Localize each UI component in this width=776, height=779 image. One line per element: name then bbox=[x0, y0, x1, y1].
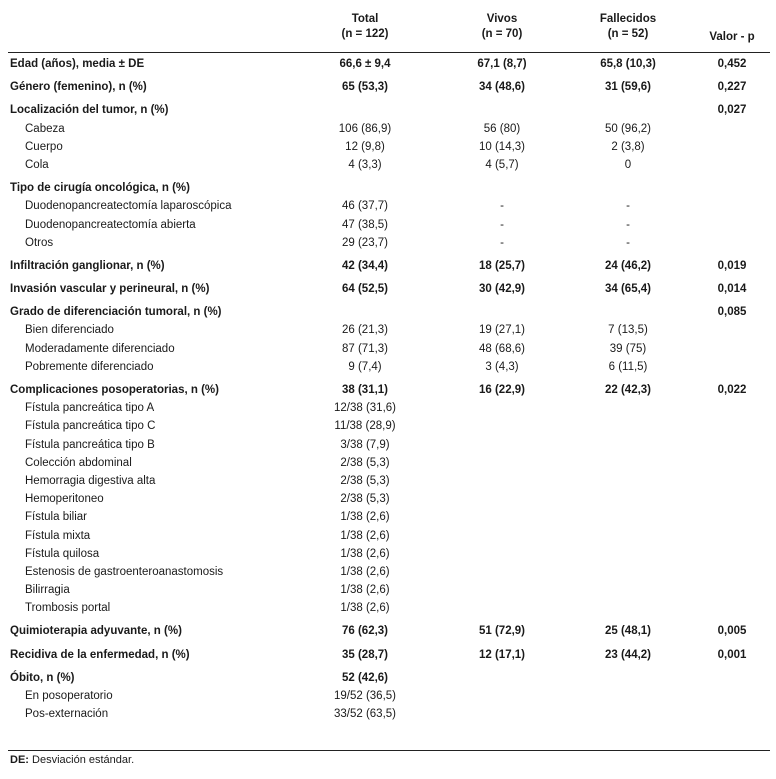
cell-total: 64 (52,5) bbox=[341, 283, 389, 296]
cell-total: 26 (21,3) bbox=[341, 324, 389, 337]
cell-vivos: 67,1 (8,7) bbox=[477, 58, 527, 70]
cell-vivos: 30 (42,9) bbox=[478, 283, 526, 296]
table-row bbox=[0, 321, 776, 339]
cell-pvalue: 0,227 bbox=[717, 81, 747, 94]
cell-total: 1/38 (2,6) bbox=[340, 529, 390, 542]
cell-vivos: - bbox=[500, 218, 504, 231]
row-label: Duodenopancreatectomía abierta bbox=[25, 218, 196, 231]
cell-pvalue: 0,022 bbox=[717, 384, 747, 396]
cell-fallecidos: 31 (59,6) bbox=[604, 81, 652, 94]
cell-total: 2/38 (5,3) bbox=[340, 474, 390, 487]
cell-vivos: 16 (22,9) bbox=[478, 384, 526, 396]
row-label: Cola bbox=[25, 158, 49, 171]
table-row bbox=[0, 417, 776, 435]
table-row bbox=[0, 399, 776, 417]
row-label: Fístula quilosa bbox=[25, 547, 100, 560]
header-pvalue: Valor - p bbox=[709, 31, 755, 43]
cell-fallecidos: 25 (48,1) bbox=[604, 625, 652, 638]
table-section-row bbox=[0, 101, 776, 119]
row-label: Fístula mixta bbox=[25, 529, 91, 542]
cell-vivos: - bbox=[500, 236, 504, 249]
table-footnote bbox=[10, 754, 134, 766]
cell-total: 9 (7,4) bbox=[348, 360, 382, 373]
cell-total: 1/38 (2,6) bbox=[340, 584, 390, 597]
cell-total: 76 (62,3) bbox=[341, 625, 389, 638]
table-row bbox=[0, 156, 776, 174]
cell-total: 1/38 (2,6) bbox=[340, 547, 390, 560]
header-total-n: (n = 122) bbox=[341, 28, 389, 40]
cell-total: 3/38 (7,9) bbox=[340, 438, 390, 451]
row-label: Fístula pancreática tipo B bbox=[25, 438, 155, 451]
table-row bbox=[0, 436, 776, 454]
bottom-rule bbox=[8, 750, 770, 751]
row-label: Complicaciones posoperatorias, n (%) bbox=[10, 384, 219, 396]
table-row bbox=[0, 545, 776, 563]
table-section-row bbox=[0, 280, 776, 298]
cell-total: 42 (34,4) bbox=[341, 259, 389, 272]
cell-vivos: 34 (48,6) bbox=[478, 81, 526, 94]
row-label: Óbito, n (%) bbox=[10, 671, 75, 684]
cell-total: 35 (28,7) bbox=[341, 648, 389, 661]
cell-total: 11/38 (28,9) bbox=[334, 420, 396, 433]
table-row bbox=[0, 599, 776, 617]
cell-total: 52 (42,6) bbox=[341, 671, 389, 684]
header-total-label: Total bbox=[351, 13, 379, 25]
cell-total: 66,6 ± 9,4 bbox=[339, 58, 391, 70]
cell-total: 29 (23,7) bbox=[341, 236, 389, 249]
row-label: Trombosis portal bbox=[25, 602, 111, 615]
cell-fallecidos: 24 (46,2) bbox=[604, 259, 652, 272]
row-label: Quimioterapia adyuvante, n (%) bbox=[10, 625, 182, 638]
table-row bbox=[0, 138, 776, 156]
table-section-row bbox=[0, 179, 776, 197]
header-total bbox=[310, 12, 420, 42]
cell-total: 4 (3,3) bbox=[348, 158, 382, 171]
cell-total: 106 (86,9) bbox=[338, 122, 392, 135]
cell-fallecidos: 0 bbox=[624, 158, 632, 171]
row-label: Localización del tumor, n (%) bbox=[10, 104, 169, 117]
cell-total: 65 (53,3) bbox=[341, 81, 389, 94]
cell-fallecidos: 50 (96,2) bbox=[604, 122, 652, 135]
table-section-row bbox=[0, 55, 776, 73]
cell-fallecidos: 6 (11,5) bbox=[608, 360, 648, 373]
table-row bbox=[0, 527, 776, 545]
table-row bbox=[0, 120, 776, 138]
table-row bbox=[0, 234, 776, 252]
header-fallecidos-label: Fallecidos bbox=[599, 13, 657, 25]
cell-total: 46 (37,7) bbox=[341, 200, 389, 213]
header-vivos-n: (n = 70) bbox=[481, 28, 523, 40]
cell-pvalue: 0,085 bbox=[717, 306, 747, 319]
table-row bbox=[0, 563, 776, 581]
cell-fallecidos: 7 (13,5) bbox=[608, 324, 648, 337]
table-row bbox=[0, 581, 776, 599]
header-fallecidos-n: (n = 52) bbox=[607, 28, 649, 40]
cell-total: 87 (71,3) bbox=[341, 342, 389, 355]
row-label: Recidiva de la enfermedad, n (%) bbox=[10, 648, 190, 661]
row-label: En posoperatorio bbox=[25, 690, 113, 702]
cell-pvalue: 0,001 bbox=[717, 648, 747, 661]
footnote-abbr: DE: bbox=[10, 754, 29, 766]
table-row bbox=[0, 340, 776, 358]
table-row bbox=[0, 705, 776, 723]
cell-fallecidos: 34 (65,4) bbox=[604, 283, 652, 296]
header-fallecidos bbox=[573, 12, 683, 42]
cell-pvalue: 0,027 bbox=[717, 104, 747, 117]
cell-fallecidos: 23 (44,2) bbox=[604, 648, 652, 661]
row-label: Infiltración ganglionar, n (%) bbox=[10, 259, 165, 272]
row-label: Duodenopancreatectomía laparoscópica bbox=[25, 200, 232, 213]
cell-fallecidos: 22 (42,3) bbox=[604, 384, 652, 396]
header-vivos bbox=[447, 12, 557, 42]
row-label: Colección abdominal bbox=[25, 456, 132, 469]
row-label: Cabeza bbox=[25, 122, 65, 135]
row-label: Fístula pancreática tipo A bbox=[25, 402, 155, 415]
table-header bbox=[0, 0, 776, 52]
cell-pvalue: 0,452 bbox=[717, 58, 747, 70]
cell-vivos: 51 (72,9) bbox=[478, 625, 526, 638]
table-row bbox=[0, 216, 776, 234]
cell-vivos: 10 (14,3) bbox=[478, 140, 526, 153]
cell-pvalue: 0,014 bbox=[717, 283, 747, 296]
cell-fallecidos: 2 (3,8) bbox=[611, 140, 645, 153]
table-section-row bbox=[0, 646, 776, 664]
row-label: Otros bbox=[25, 236, 54, 249]
cell-fallecidos: 39 (75) bbox=[609, 342, 647, 355]
row-label: Bilirragia bbox=[25, 584, 70, 597]
header-vivos-label: Vivos bbox=[486, 13, 518, 25]
row-label: Invasión vascular y perineural, n (%) bbox=[10, 283, 210, 296]
table-row bbox=[0, 472, 776, 490]
cell-total: 47 (38,5) bbox=[341, 218, 389, 231]
cell-total: 2/38 (5,3) bbox=[340, 456, 390, 469]
cell-total: 33/52 (63,5) bbox=[333, 708, 396, 721]
cell-total: 1/38 (2,6) bbox=[340, 602, 390, 615]
row-label: Edad (años), media ± DE bbox=[10, 58, 145, 70]
row-label: Pobremente diferenciado bbox=[25, 360, 154, 373]
cell-total: 2/38 (5,3) bbox=[340, 493, 390, 506]
cell-vivos: 19 (27,1) bbox=[478, 324, 526, 337]
cell-vivos: 56 (80) bbox=[483, 122, 521, 135]
row-label: Estenosis de gastroenteroanastomosis bbox=[25, 565, 224, 578]
row-label: Cuerpo bbox=[25, 140, 63, 153]
table-section-row bbox=[0, 257, 776, 275]
row-label: Fístula pancreática tipo C bbox=[25, 420, 156, 433]
cell-fallecidos: 65,8 (10,3) bbox=[600, 58, 656, 70]
cell-pvalue: 0,005 bbox=[717, 625, 747, 638]
cell-vivos: 12 (17,1) bbox=[478, 648, 526, 661]
row-label: Pos-externación bbox=[25, 708, 109, 721]
row-label: Hemoperitoneo bbox=[25, 493, 104, 506]
row-label: Género (femenino), n (%) bbox=[10, 81, 147, 94]
table-row bbox=[0, 508, 776, 526]
table-section-row bbox=[0, 303, 776, 321]
cell-total: 12/38 (31,6) bbox=[333, 402, 396, 415]
table-section-row bbox=[0, 381, 776, 399]
table-row bbox=[0, 490, 776, 508]
cell-vivos: 4 (5,7) bbox=[485, 158, 519, 171]
cell-total: 38 (31,1) bbox=[341, 384, 389, 396]
cell-vivos: 18 (25,7) bbox=[478, 259, 526, 272]
table-row bbox=[0, 197, 776, 215]
row-label: Tipo de cirugía oncológica, n (%) bbox=[10, 182, 190, 195]
cell-fallecidos: - bbox=[626, 200, 630, 213]
cell-total: 19/52 (36,5) bbox=[333, 690, 396, 702]
cell-vivos: - bbox=[500, 200, 504, 213]
cell-fallecidos: - bbox=[626, 236, 630, 249]
row-label: Grado de diferenciación tumoral, n (%) bbox=[10, 306, 222, 319]
row-label: Fístula biliar bbox=[25, 511, 87, 524]
footnote-text: Desviación estándar. bbox=[32, 754, 135, 766]
row-label: Bien diferenciado bbox=[25, 324, 114, 337]
header-rule bbox=[8, 52, 770, 53]
table-row bbox=[0, 358, 776, 376]
cell-fallecidos: - bbox=[626, 218, 630, 231]
cell-vivos: 3 (4,3) bbox=[485, 360, 519, 373]
cell-total: 1/38 (2,6) bbox=[340, 511, 390, 524]
table-row bbox=[0, 454, 776, 472]
table-section-row bbox=[0, 669, 776, 687]
table-section-row bbox=[0, 622, 776, 640]
cell-vivos: 48 (68,6) bbox=[478, 342, 526, 355]
table-section-row bbox=[0, 78, 776, 96]
row-label: Moderadamente diferenciado bbox=[25, 342, 175, 355]
table-body bbox=[0, 55, 776, 723]
cell-total: 12 (9,8) bbox=[345, 140, 385, 153]
cell-pvalue: 0,019 bbox=[717, 259, 747, 272]
cell-total: 1/38 (2,6) bbox=[340, 565, 390, 578]
table-row bbox=[0, 687, 776, 705]
row-label: Hemorragia digestiva alta bbox=[25, 474, 156, 487]
